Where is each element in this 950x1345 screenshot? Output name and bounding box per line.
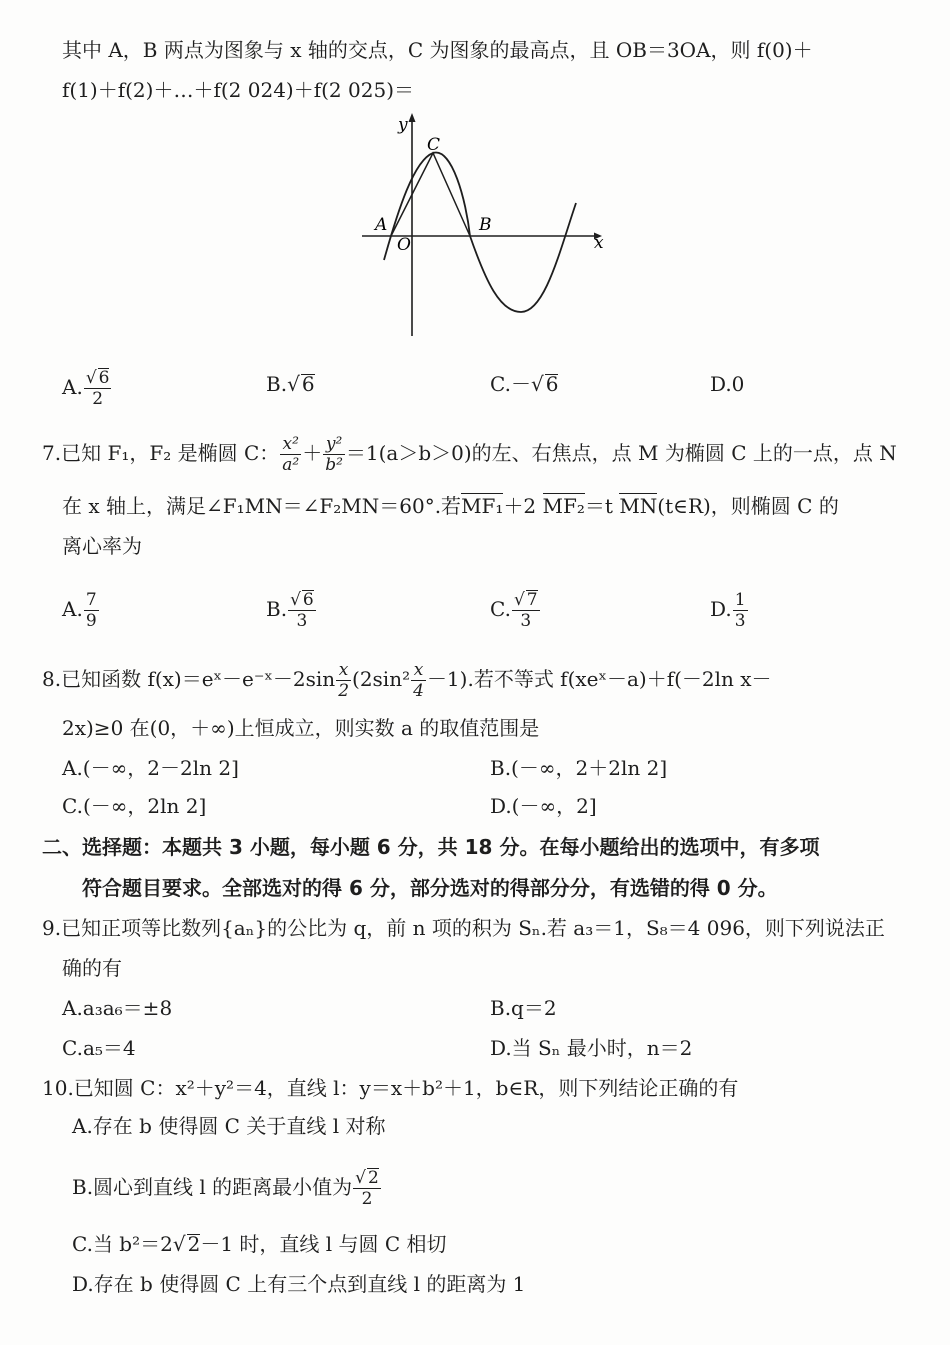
- q7-option-a[interactable]: A. $\frac{7}{9}$: [62, 590, 97, 631]
- section-2-heading-line2: 符合题目要求。全部选对的得 6 分，部分选对的得部分分，有选错的得 0 分。: [82, 876, 778, 900]
- q8-option-d[interactable]: D.(－∞，2]: [490, 794, 597, 818]
- vector-mn: MN: [619, 494, 658, 518]
- label-b: B: [479, 215, 492, 235]
- label-y: y: [398, 115, 408, 135]
- option-letter: C.－: [490, 372, 531, 396]
- sine-graph-figure: [350, 112, 620, 342]
- vector-mf2: MF₂: [542, 494, 585, 518]
- q8-text-line2: 2x)≥0 在(0，＋∞)上恒成立，则实数 a 的取值范围是: [62, 716, 540, 740]
- q8-option-c[interactable]: C.(－∞，2ln 2]: [62, 794, 207, 818]
- q9-option-b[interactable]: B.q＝2: [490, 996, 557, 1020]
- q10-option-b[interactable]: B.圆心到直线 l 的距离最小值为 $\frac{√ 2}{2}$: [72, 1168, 379, 1209]
- q7-text-line1: 7.已知 F₁，F₂ 是椭圆 C： $\frac{\text{x²}}{\text{a²}}$ ＋ $\frac{\text{y²}}{\text{b²}}$ ＝1(a＞b＞0)的左、右焦点，点 M 为椭圆 C 上的一点，点 N: [42, 434, 897, 475]
- q7-text-line3: 离心率为: [62, 534, 142, 558]
- label-a: A: [375, 215, 388, 235]
- fraction: $\frac{√ 6}{2}$: [85, 368, 110, 409]
- q7-option-d[interactable]: D. $\frac{1}{3}$: [710, 590, 746, 631]
- label-o: O: [397, 235, 411, 255]
- q10-option-a[interactable]: A.存在 b 使得圆 C 关于直线 l 对称: [72, 1114, 386, 1138]
- q6-text-line1: 其中 A，B 两点为图象与 x 轴的交点，C 为图象的最高点，且 OB＝3OA，则 f(0)＋: [62, 38, 813, 62]
- vector-mf1: MF₁: [461, 494, 504, 518]
- q8-option-a[interactable]: A.(－∞，2－2ln 2]: [62, 756, 239, 780]
- q6-option-b[interactable]: B.√ 6: [266, 372, 315, 396]
- option-letter: A.: [62, 375, 83, 399]
- q7-text-line2: 在 x 轴上，满足∠F₁MN＝∠F₂MN＝60°.若MF₁＋2 MF₂＝t MN(t∈R)，则椭圆 C 的: [62, 494, 839, 518]
- q6-text-line2: f(1)＋f(2)＋…＋f(2 024)＋f(2 025)＝: [62, 78, 414, 102]
- q9-text-line1: 9.已知正项等比数列{aₙ}的公比为 q，前 n 项的积为 Sₙ.若 a₃＝1，S₈＝4 096，则下列说法正: [42, 916, 885, 940]
- q9-text-line2: 确的有: [62, 956, 122, 980]
- sqrt-value: 6: [301, 372, 315, 396]
- q9-option-a[interactable]: A.a₃a₆＝±8: [62, 996, 173, 1020]
- option-letter: B.: [266, 372, 288, 396]
- q6-option-c[interactable]: C.－√ 6: [490, 372, 559, 396]
- triangle-acb: [391, 153, 470, 236]
- q7-option-b[interactable]: B. $\frac{√ 6}{3}$: [266, 590, 314, 631]
- label-c: C: [427, 135, 441, 155]
- y-axis-arrow-icon: [409, 113, 416, 122]
- sqrt-value: 6: [545, 372, 559, 396]
- q10-option-c[interactable]: C.当 b²＝2√ 2－1 时，直线 l 与圆 C 相切: [72, 1232, 447, 1256]
- section-2-heading-line1: 二、选择题：本题共 3 小题，每小题 6 分，共 18 分。在每小题给出的选项中，有多项: [42, 835, 820, 859]
- q10-option-d[interactable]: D.存在 b 使得圆 C 上有三个点到直线 l 的距离为 1: [72, 1272, 526, 1296]
- q10-text-line1: 10.已知圆 C：x²＋y²＝4，直线 l：y＝x＋b²＋1，b∈R，则下列结论正确的有: [42, 1076, 739, 1100]
- q9-option-c[interactable]: C.a₅＝4: [62, 1036, 136, 1060]
- q6-option-d[interactable]: D.0: [710, 372, 745, 396]
- q7-option-c[interactable]: C. $\frac{√ 7}{3}$: [490, 590, 538, 631]
- q8-text-line1: 8.已知函数 f(x)＝eˣ－e⁻ˣ－2sin $\frac{x}{2}$ (2sin² $\frac{x}{4}$ －1).若不等式 f(xeˣ－a)＋f(－2ln x－: [42, 660, 772, 701]
- q9-option-d[interactable]: D.当 Sₙ 最小时，n＝2: [490, 1036, 693, 1060]
- q6-option-a[interactable]: [62, 368, 112, 409]
- q8-option-b[interactable]: B.(－∞，2＋2ln 2]: [490, 756, 668, 780]
- label-x: x: [594, 233, 604, 253]
